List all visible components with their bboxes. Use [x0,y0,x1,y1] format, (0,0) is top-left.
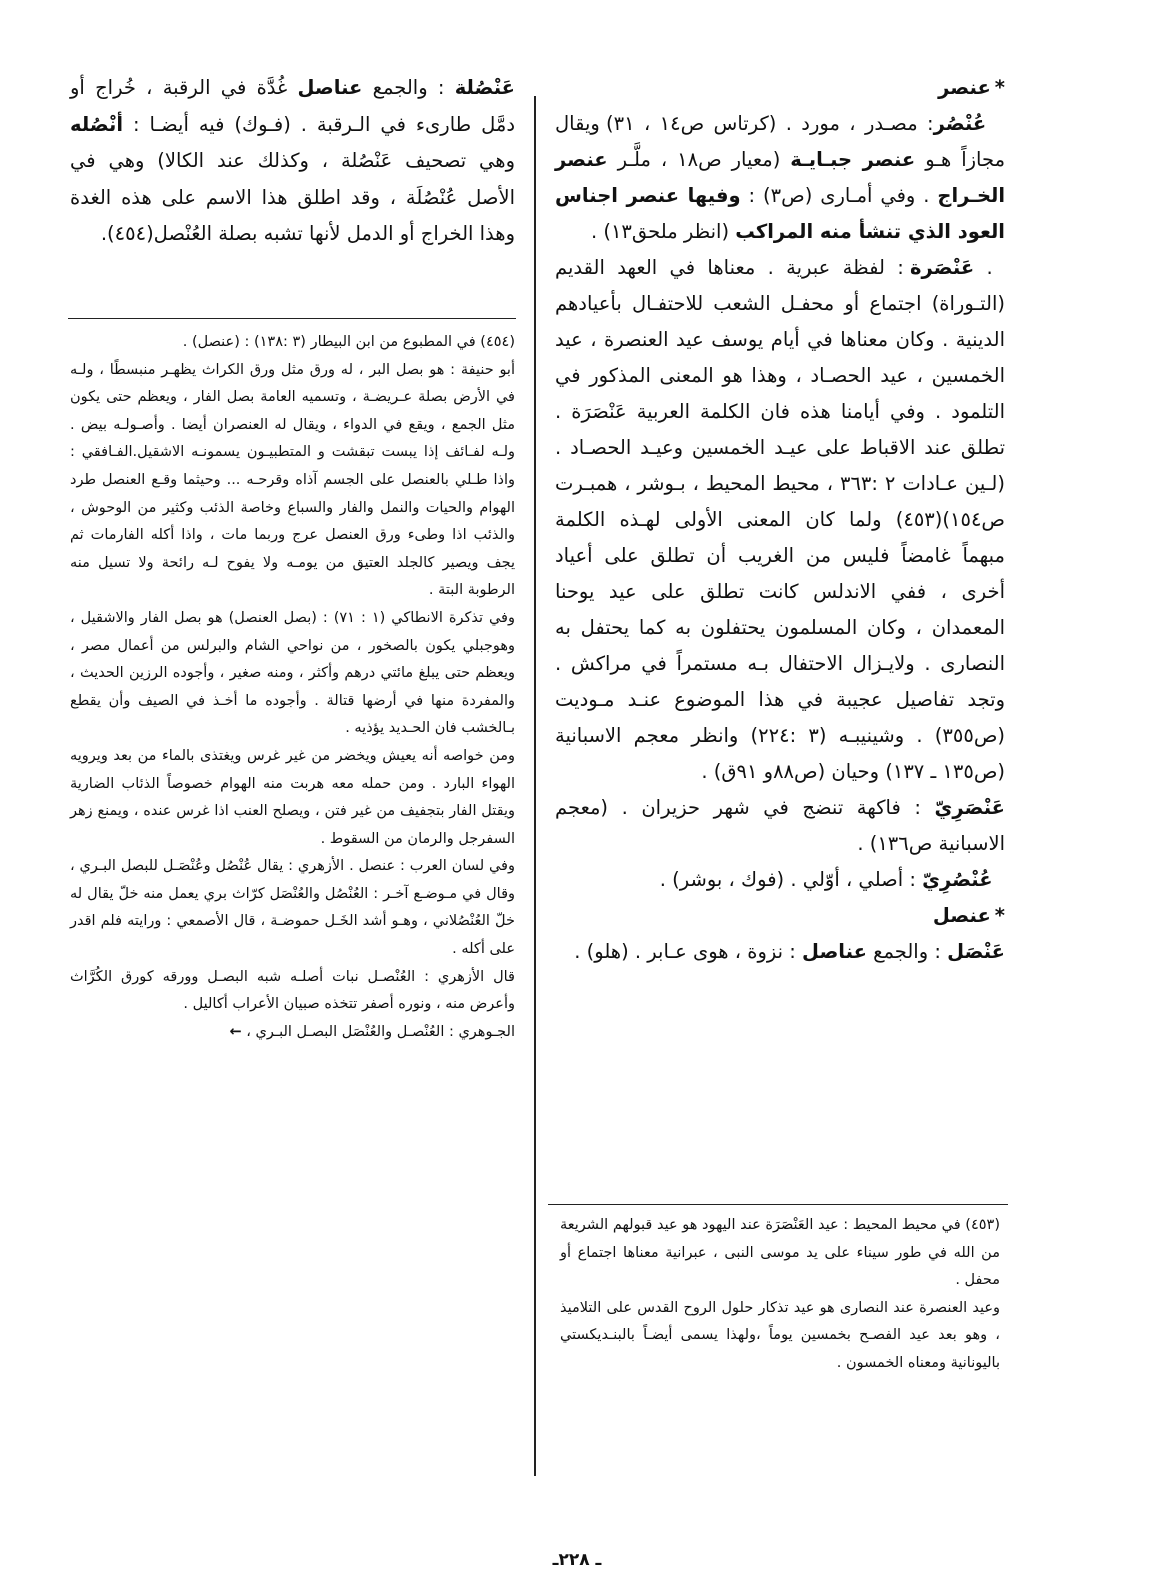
term: عَنْصَرة [910,256,975,279]
asterisk-marker: * [994,76,1005,99]
definition: : أصلي ، أوّلي . (فوك ، بوشر) . [659,868,923,891]
column-divider [534,96,536,1476]
footnote-paragraph: وعيد العنصرة عند النصارى هو عيد تذكار حلول الروح القدس على التلاميذ ، وهو بعد عيد الفصـح بخمسين يوماً ،ولهذا يسمى أيضـاً بالبنـديكستي باليونانية ومعناه الخمسون . [560,1299,1000,1371]
entry-unsuri [555,862,1005,898]
bold-phrase: عناصل [802,940,867,963]
footnote-paragraph: (٤٥٣) في محيط المحيط : عيد العَنْصَرَة عند اليهود هو عيد قبولهم الشريعة من الله في طور سيناء على يد موسى النبى ، عبرانية معناها اجتماع أو محفل . [560,1217,1000,1289]
entry-heading-ansal [555,898,1005,934]
bold-phrase: عنصر الخـراج [555,148,1005,207]
footnote-454 [70,329,515,1046]
term: عُنْصُر [933,112,987,135]
footnote-paragraph: ومن خواصه أنه يعيش ويخضر من غير غرس ويغتذى بالماء من بعد ويرويه الهواء البارد . ومن حمله معه هربت منه الهوام خصوصاً الذئاب الضارية ويقتل الفار بتجفيف من غير فتن ، ويصلح العنب اذا غرس عنده ، ويمنع زهر السفرجل والرمان من السقوط . [70,747,515,847]
entry-heading-ansar [555,70,1005,106]
footnote-paragraph: وفي لسان العرب : عنصل . الأزهري : يقال عُنْصُل وعُنْصَـل للبصل البـري ، وقال في مـوضـع آخـر : العُنْصُل والعُنْصَل كرّاث بري يعمل منه خلّ يقال له خلّ العُنْصُلاني ، وهـو أشد الخَـل حموضـة ، قال الأصمعي : ورايته فلم اقدر على أكله . [70,858,515,958]
definition: : والجمع [362,76,455,99]
definition: : فاكهة تنضج في شهر حزيران . (معجم الاسبانية ص١٣٦) . [555,796,1005,855]
footnote-rule [68,318,516,319]
definition: وهي تصحيف عَنْصُلة ، وكذلك عند الكالا) وهي في الأصل عُنْصُلَة ، وقد اطلق هذا الاسم على هذه الغدة وهذا الخراج أو الدمل لأنها تشبه بصلة العُنْصل(٤٥٤). [70,149,515,245]
bold-phrase: أنْصُله [70,112,124,136]
heading-text: عنصر [938,76,991,99]
definition: : مصـدر ، مورد . (كرتاس ص١٤ ، ٣١) ويقال مجازاً هـو [555,112,1006,171]
definition: غُدَّة في الرقبة ، خُراج أو دمَّل طارىء في الـرقبة . (فـوك) فيه أيضـا : [70,76,515,136]
entry-unsur [555,106,1005,250]
definition: . وفي أمـارى (ص٣) : [740,184,938,207]
definition: : لفظة عبرية . معناها في العهد القديم (التـوراة) اجتماع أو محفـل الشعب للاحتفـال بأعيادهم الدينية . وكان معناها في أيام يوسف عيد العنصرة ، عيد الخمسين ، عيد الحصـاد ، وهذا هو المعنى المذكور في التلمود . وفي أيامنا هذه فان الكلمة العربية عَنْصَرَة . تطلق عند الاقباط على عيـد الخمسين وعيـد الحصـاد . (لـين عـادات ٢ :٣٦٣ ، محيط المحيط ، بـوشر ، همبـرت ص١٥٤)(٤٥٣) ولما كان المعنى الأولى لهـذه الكلمة مبهماً غامضاً فليس من الغريب أن تطلق على أعياد أخرى ، ففي الاندلس كانت تطلق على عيد يوحنا المعمدان ، وكان المسلمون يحتفلون به كما يحتفل به النصارى . ولايـزال الاحتفال بـه مستمراً في مراكش . وتجد تفاصيل عجيبة في هذا الموضوع عنـد مـوديت (ص٣٥٥) . وشينيبـه (٣ :٢٢٤) وانظر معجم الاسبانية (ص١٣٥ ـ ١٣٧) وحيان (ص٨٨و ٩١ق) . [555,256,1005,783]
footnote-paragraph [70,1019,515,1047]
definition: (انظر ملحق١٣) . [590,220,736,243]
term: عَنْصَرِيّ [934,796,1005,819]
footnote-paragraph: أبو حنيفة : هو بصل البر ، له ورق مثل ورق الكراث يظهـر منبسطًا ، ولـه في الأرض بصلة عـريضـة ، وتسميه العامة بصل الفار ، ويعظم حتى يكون مثل الجمع ، ويقع في الدواء ، ويقال له العنصران أيضا . وأصـولـه بيض . ولـه لفـائف إذا يبست تبقشت و المتطبيـون يسمونـه الاشقيل.الفـافقي : واذا طـلي بالعنصل على الجسم آذاه وقرحـه ... وحيثما وقـع العنصل طرد الهوام والحيات والنمل والفار والسباع وخاصة الذئب وكثير من الوحوش ، والذئب اذا وطىء ورق العنصل عرج وربما مات ، واذا أكله الفارمات ثم يجف ويصير كالجلد العتيق من يومـه ولا يفوح لـه رائحة ولا تسيل منه الرطوبة البتة . [70,361,515,599]
footnote-453 [560,1212,1000,1378]
page-number: ـ ٢٢٨ـ [552,1550,602,1570]
left-column [70,70,515,253]
right-column [555,70,1005,970]
bold-phrase: عناصل [297,76,363,99]
term: عَنْصَل [947,940,1005,963]
footnote-text: الجـوهري : العُنْصـل والعُنْصَل البصـل البـري ، [246,1023,515,1040]
entry-ansari [555,790,1005,862]
definition: : والجمع [866,940,948,963]
continued-arrow-icon: ← [229,1023,242,1040]
heading-text: عنصل [932,904,991,927]
footnote-paragraph: قال الأزهري : العُنْصـل نبات أصلـه شبه البصـل وورقه كورق الكُرَّاث وأعرض منه ، ونوره أصفر تتخذه صبيان الأعراب أكاليل . [70,968,515,1013]
bold-phrase: وفيها عنصر اجناس العود الذي تنشأ منه المراكب [555,184,1005,243]
entry-ansara: . عَنْصَرة : لفظة عبرية . معناها في العهد القديم (التـوراة) اجتماع أو محفـل الشعب للاحتفـال بأعيادهم الدينية . وكان معناها في أيام يوسف عيد العنصرة ، عيد الخمسين ، عيد الحصـاد ، وهذا هو المعنى المذكور في التلمود . وفي أيامنا هذه فان الكلمة العربية عَنْصَرَة . تطلق عند الاقباط على عيـد الخمسين وعيـد الحصـاد . (لـين عـادات ٢ :٣٦٣ ، محيط المحيط ، بـوشر ، همبـرت ص١٥٤)(٤٥٣) ولما كان المعنى الأولى لهـذه الكلمة مبهماً غامضاً فليس من الغريب أن تطلق على أعياد أخرى ، ففي الاندلس كانت تطلق على عيد يوحنا المعمدان ، وكان المسلمون يحتفلون به كما يحتفل به النصارى . ولايـزال الاحتفال بـه مستمراً في مراكش . وتجد تفاصيل عجيبة في هذا الموضوع عنـد مـوديت (ص٣٥٥) . وشينيبـه (٣ :٢٢٤) وانظر معجم الاسبانية (ص١٣٥ ـ ١٣٧) وحيان (ص٨٨و ٩١ق) . [555,256,1005,783]
bold-phrase: عنصر جبـايـة [790,148,916,171]
definition: (معيار ص١٨ ، ملَّـر [607,148,791,171]
footnote-paragraph: وفي تذكرة الانطاكي (١ : ٧١) : (بصل العنصل) هو بصل الفار والاشقيل ، وهوجبلي يكون بالصخور ، من نواحي الشام والبرلس من أعمال مصر ، ويعظم حتى يبلغ مائتي درهم وأكثر ، ومنه صغير ، وأجوده الرزين الحديث ، والمفردة منها في أرضها قتالة . وأجوده ما أخـذ في الصيف وأن يقطع بـالخشب فان الحـديد يؤذيه . [70,609,515,737]
term: عَنْصُلة [454,76,515,99]
footnote-paragraph: (٤٥٤) في المطبوع من ابن البيطار (٣ :١٣٨) : (عنصل) . [182,334,515,350]
term: عُنْصُرِيّ [922,868,993,891]
footnote-rule [548,1204,1008,1205]
definition: : نزوة ، هوى عـابر . (هلو) . [574,940,803,963]
entry-ansal [555,934,1005,970]
entry-ansula [70,70,515,253]
asterisk-marker: * [994,904,1005,927]
